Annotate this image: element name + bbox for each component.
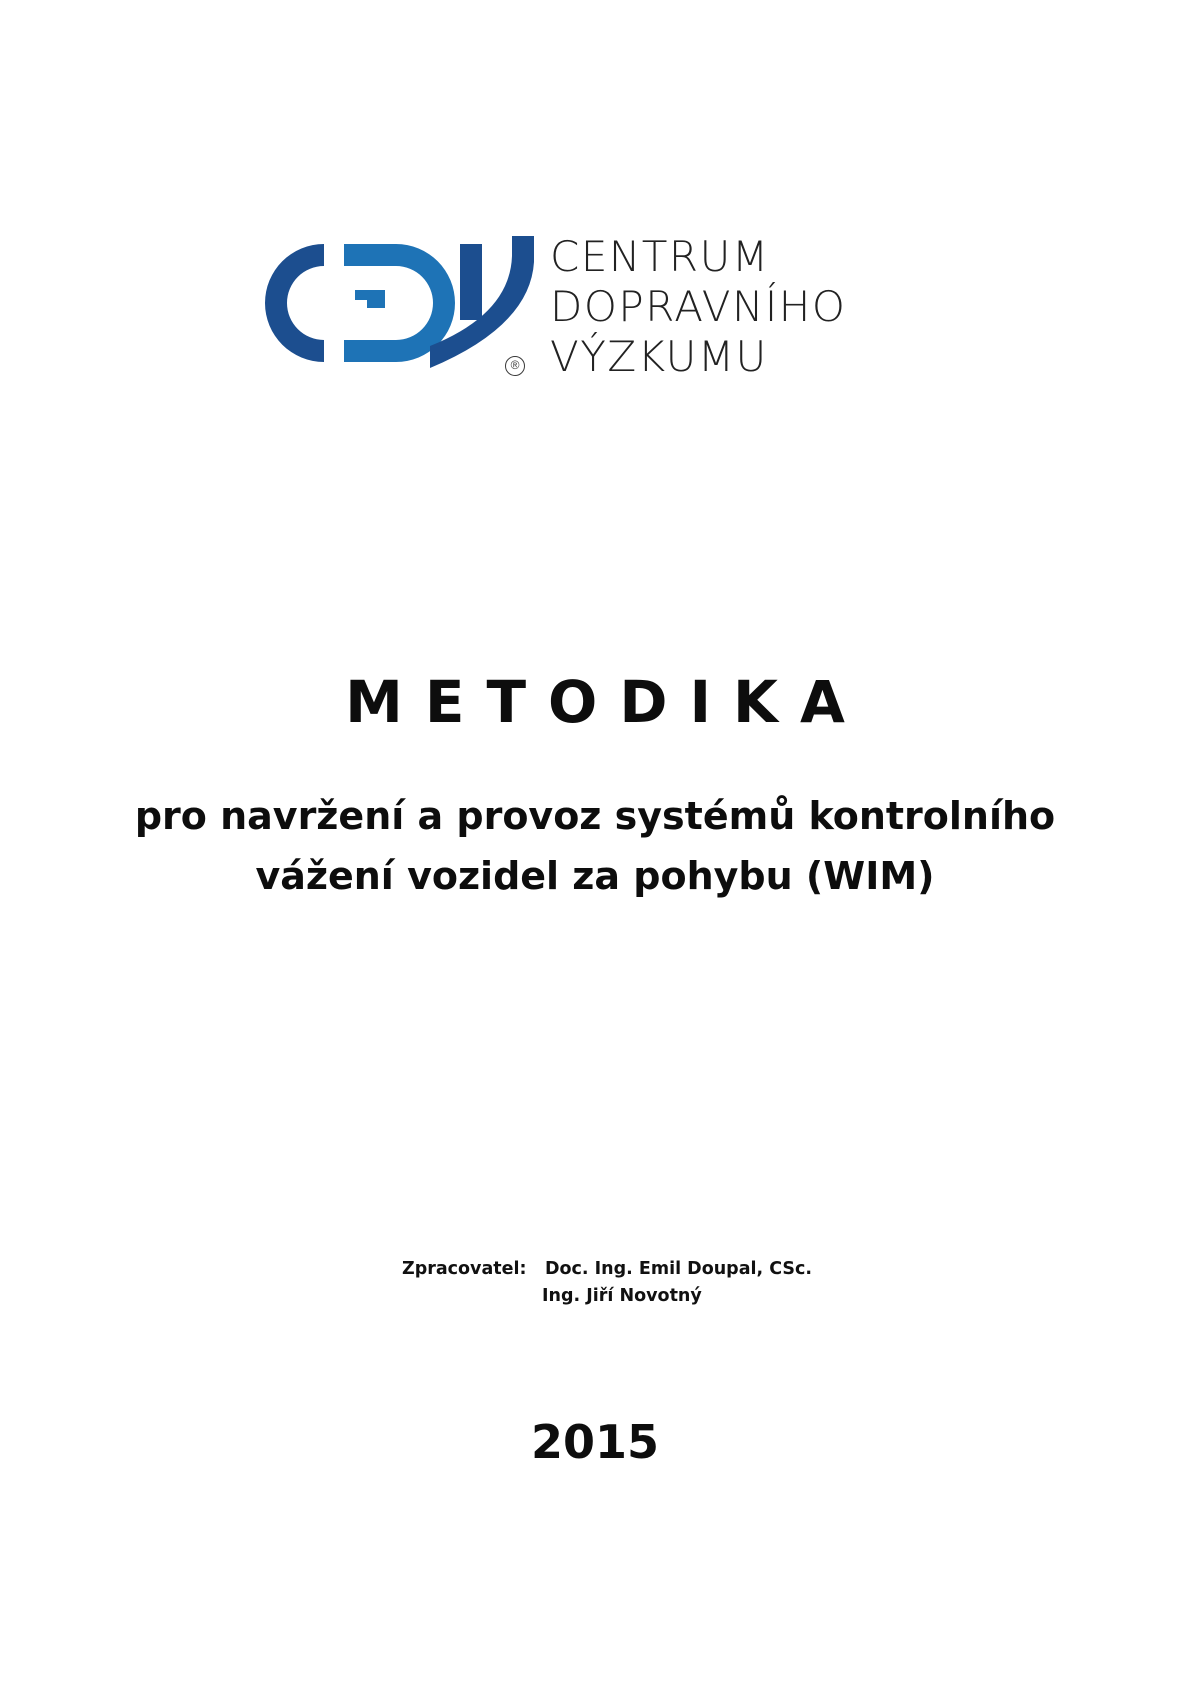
publication-year: 2015 (530, 1415, 660, 1469)
cdv-logo (262, 232, 902, 382)
authors-label: Zpracovatel: (402, 1259, 527, 1279)
logo-line-3: VÝZKUMU (550, 332, 768, 381)
author-name: Ing. Jiří Novotný (542, 1286, 702, 1306)
subtitle-line-2: vážení vozidel za pohybu (WIM) (255, 854, 935, 898)
cdv-logo-mark (262, 236, 534, 370)
logo-letter-d-square-2 (355, 290, 367, 300)
logo-line-1: CENTRUM (550, 232, 770, 281)
logo-letter-c (265, 244, 324, 362)
authors-names (542, 1256, 813, 1310)
author-name: Doc. Ing. Emil Doupal, CSc. (545, 1259, 813, 1279)
logo-letter-d-top (344, 244, 396, 266)
logo-letter-v-stem (460, 244, 482, 320)
logo-wordmark (550, 232, 846, 382)
logo-letter-d-square (367, 290, 385, 308)
registered-mark: ® (505, 356, 525, 376)
subtitle-line-1: pro navržení a provoz systémů kontrolního (134, 794, 1056, 838)
logo-line-2: DOPRAVNÍHO (550, 282, 847, 331)
document-subtitle (80, 786, 1110, 906)
document-title: METODIKA (345, 668, 867, 736)
